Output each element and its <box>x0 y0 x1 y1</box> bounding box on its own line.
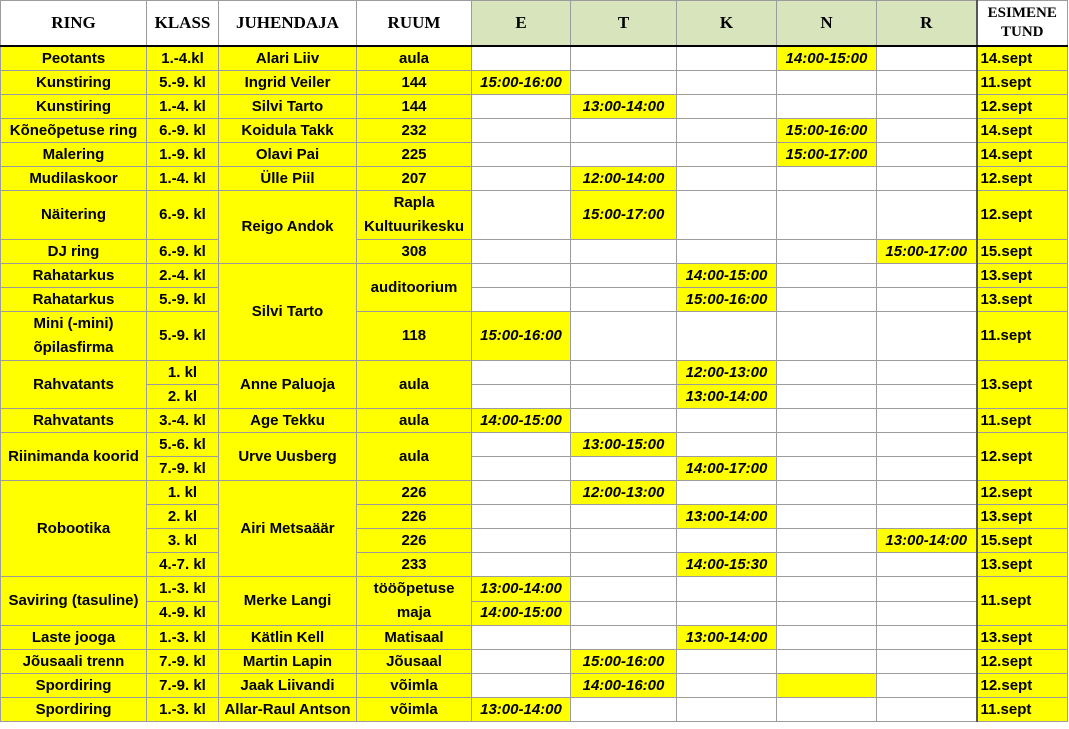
klass-cell: 1.-4. kl <box>147 95 219 119</box>
day-r-cell <box>877 481 977 505</box>
juhendaja-cell: Reigo Andok <box>219 191 357 264</box>
klass-cell: 2. kl <box>147 385 219 409</box>
table-row <box>1 409 1068 433</box>
first-lesson-cell: 12.sept <box>977 674 1068 698</box>
table-row <box>1 433 1068 457</box>
ruum-cell: 226 <box>357 529 472 553</box>
ring-cell: Riinimanda koorid <box>1 433 147 481</box>
header-ring: RING <box>1 1 147 47</box>
day-e-cell: 13:00-14:00 <box>472 698 571 722</box>
day-r-cell <box>877 577 977 602</box>
day-r-cell <box>877 601 977 626</box>
klass-cell: 7.-9. kl <box>147 457 219 481</box>
klass-cell: 1.-3. kl <box>147 626 219 650</box>
klass-cell: 5.-9. kl <box>147 288 219 312</box>
header-day-k: K <box>677 1 777 47</box>
day-r-cell <box>877 288 977 312</box>
klass-cell: 1.-9. kl <box>147 143 219 167</box>
klass-cell: 1.-3. kl <box>147 577 219 602</box>
first-lesson-cell: 12.sept <box>977 167 1068 191</box>
first-lesson-cell: 15.sept <box>977 240 1068 264</box>
day-k-cell <box>677 95 777 119</box>
day-e-cell <box>472 288 571 312</box>
juhendaja-cell: Jaak Liivandi <box>219 674 357 698</box>
day-t-cell <box>571 240 677 264</box>
day-r-cell <box>877 409 977 433</box>
day-r-cell <box>877 626 977 650</box>
day-e-cell <box>472 650 571 674</box>
juhendaja-cell: Merke Langi <box>219 577 357 626</box>
day-n-cell <box>777 312 877 361</box>
table-row <box>1 457 1068 481</box>
day-e-cell <box>472 433 571 457</box>
day-k-cell <box>677 167 777 191</box>
ruum-cell: 118 <box>357 312 472 361</box>
day-e-cell <box>472 95 571 119</box>
header-day-e: E <box>472 1 571 47</box>
ruum-cell: 144 <box>357 95 472 119</box>
day-e-cell: 15:00-16:00 <box>472 71 571 95</box>
header-klass: KLASS <box>147 1 219 47</box>
day-e-cell <box>472 505 571 529</box>
day-r-cell <box>877 457 977 481</box>
ruum-cell: aula <box>357 361 472 409</box>
klass-cell: 4.-7. kl <box>147 553 219 577</box>
juhendaja-cell: Koidula Takk <box>219 119 357 143</box>
day-k-cell <box>677 650 777 674</box>
day-e-cell <box>472 385 571 409</box>
day-r-cell <box>877 191 977 240</box>
ring-cell: Rahatarkus <box>1 288 147 312</box>
day-r-cell <box>877 433 977 457</box>
day-e-cell: 13:00-14:00 <box>472 577 571 602</box>
day-e-cell: 14:00-15:00 <box>472 409 571 433</box>
day-r-cell <box>877 119 977 143</box>
first-lesson-cell: 12.sept <box>977 191 1068 240</box>
table-row <box>1 481 1068 505</box>
day-k-cell <box>677 481 777 505</box>
ring-cell: Mudilaskoor <box>1 167 147 191</box>
ring-cell: Mini (-mini) õpilasfirma <box>1 312 147 361</box>
day-t-cell: 13:00-15:00 <box>571 433 677 457</box>
table-row <box>1 529 1068 553</box>
day-e-cell <box>472 46 571 71</box>
day-k-cell <box>677 143 777 167</box>
day-e-cell <box>472 626 571 650</box>
day-t-cell: 13:00-14:00 <box>571 95 677 119</box>
day-k-cell <box>677 46 777 71</box>
day-k-cell: 14:00-17:00 <box>677 457 777 481</box>
header-juhendaja: JUHENDAJA <box>219 1 357 47</box>
day-t-cell <box>571 553 677 577</box>
first-lesson-cell: 14.sept <box>977 46 1068 71</box>
day-n-cell <box>777 601 877 626</box>
header-day-t: T <box>571 1 677 47</box>
day-t-cell: 12:00-14:00 <box>571 167 677 191</box>
day-n-cell: 15:00-16:00 <box>777 119 877 143</box>
ruum-cell: Rapla Kultuurikesku <box>357 191 472 240</box>
day-t-cell: 14:00-16:00 <box>571 674 677 698</box>
day-r-cell <box>877 143 977 167</box>
juhendaja-cell: Olavi Pai <box>219 143 357 167</box>
day-n-cell <box>777 674 877 698</box>
day-e-cell: 14:00-15:00 <box>472 601 571 626</box>
day-r-cell <box>877 674 977 698</box>
day-k-cell <box>677 601 777 626</box>
day-r-cell <box>877 46 977 71</box>
first-lesson-cell: 13.sept <box>977 626 1068 650</box>
first-lesson-cell: 13.sept <box>977 361 1068 409</box>
day-r-cell <box>877 312 977 361</box>
juhendaja-cell: Silvi Tarto <box>219 95 357 119</box>
day-t-cell <box>571 409 677 433</box>
table-row <box>1 119 1068 143</box>
day-e-cell <box>472 167 571 191</box>
klass-cell: 6.-9. kl <box>147 191 219 240</box>
day-k-cell: 13:00-14:00 <box>677 505 777 529</box>
day-e-cell <box>472 264 571 288</box>
day-k-cell <box>677 409 777 433</box>
table-row <box>1 264 1068 288</box>
ruum-cell: Matisaal <box>357 626 472 650</box>
day-k-cell <box>677 191 777 240</box>
table-row <box>1 191 1068 240</box>
day-t-cell <box>571 457 677 481</box>
first-lesson-cell: 12.sept <box>977 481 1068 505</box>
ruum-cell: 226 <box>357 505 472 529</box>
first-lesson-cell: 11.sept <box>977 577 1068 626</box>
klass-cell: 1.-4.kl <box>147 46 219 71</box>
first-lesson-cell: 13.sept <box>977 288 1068 312</box>
table-row <box>1 577 1068 602</box>
day-t-cell <box>571 361 677 385</box>
first-lesson-cell: 12.sept <box>977 650 1068 674</box>
day-t-cell <box>571 71 677 95</box>
klass-cell: 1. kl <box>147 481 219 505</box>
day-n-cell <box>777 240 877 264</box>
klass-cell: 2.-4. kl <box>147 264 219 288</box>
day-k-cell <box>677 240 777 264</box>
day-t-cell <box>571 505 677 529</box>
day-r-cell <box>877 385 977 409</box>
ring-cell: Rahvatants <box>1 409 147 433</box>
first-lesson-cell: 13.sept <box>977 553 1068 577</box>
first-lesson-cell: 14.sept <box>977 143 1068 167</box>
klass-cell: 5.-6. kl <box>147 433 219 457</box>
table-row <box>1 601 1068 626</box>
day-n-cell <box>777 191 877 240</box>
first-lesson-cell: 13.sept <box>977 264 1068 288</box>
day-k-cell <box>677 674 777 698</box>
day-k-cell <box>677 529 777 553</box>
ruum-cell: tööõpetuse maja <box>357 577 472 626</box>
table-row <box>1 46 1068 71</box>
day-n-cell <box>777 385 877 409</box>
table-row <box>1 288 1068 312</box>
ring-cell: Jõusaali trenn <box>1 650 147 674</box>
ruum-cell: aula <box>357 46 472 71</box>
day-t-cell <box>571 264 677 288</box>
ring-cell: Näitering <box>1 191 147 240</box>
ring-cell: Spordiring <box>1 698 147 722</box>
ruum-cell: Jõusaal <box>357 650 472 674</box>
juhendaja-cell: Kätlin Kell <box>219 626 357 650</box>
klass-cell: 6.-9. kl <box>147 119 219 143</box>
klass-cell: 5.-9. kl <box>147 71 219 95</box>
day-n-cell <box>777 457 877 481</box>
day-k-cell: 14:00-15:30 <box>677 553 777 577</box>
klass-cell: 7.-9. kl <box>147 650 219 674</box>
ring-cell: Laste jooga <box>1 626 147 650</box>
ring-cell: Peotants <box>1 46 147 71</box>
day-r-cell <box>877 71 977 95</box>
first-lesson-cell: 11.sept <box>977 71 1068 95</box>
day-e-cell <box>472 240 571 264</box>
ring-cell: Robootika <box>1 481 147 577</box>
day-e-cell <box>472 457 571 481</box>
day-r-cell <box>877 361 977 385</box>
klass-cell: 6.-9. kl <box>147 240 219 264</box>
day-e-cell <box>472 529 571 553</box>
day-t-cell <box>571 698 677 722</box>
day-k-cell <box>677 433 777 457</box>
juhendaja-cell: Alari Liiv <box>219 46 357 71</box>
first-lesson-cell: 11.sept <box>977 312 1068 361</box>
ring-cell: Malering <box>1 143 147 167</box>
table-row <box>1 650 1068 674</box>
table-row <box>1 312 1068 361</box>
klass-cell: 5.-9. kl <box>147 312 219 361</box>
day-k-cell <box>677 119 777 143</box>
klass-cell: 2. kl <box>147 505 219 529</box>
day-n-cell <box>777 626 877 650</box>
juhendaja-cell: Martin Lapin <box>219 650 357 674</box>
first-lesson-cell: 11.sept <box>977 698 1068 722</box>
table-row <box>1 553 1068 577</box>
table-row <box>1 143 1068 167</box>
day-t-cell <box>571 46 677 71</box>
day-r-cell <box>877 95 977 119</box>
day-k-cell: 13:00-14:00 <box>677 385 777 409</box>
ring-cell: Saviring (tasuline) <box>1 577 147 626</box>
ring-cell: DJ ring <box>1 240 147 264</box>
first-lesson-cell: 11.sept <box>977 409 1068 433</box>
day-t-cell: 12:00-13:00 <box>571 481 677 505</box>
day-n-cell <box>777 505 877 529</box>
header-first-lesson: ESIMENE TUND <box>977 1 1068 47</box>
juhendaja-cell: Ülle Piil <box>219 167 357 191</box>
day-t-cell <box>571 312 677 361</box>
table-row <box>1 626 1068 650</box>
day-t-cell <box>571 288 677 312</box>
day-k-cell: 14:00-15:00 <box>677 264 777 288</box>
day-t-cell: 15:00-17:00 <box>571 191 677 240</box>
day-r-cell <box>877 698 977 722</box>
day-n-cell <box>777 650 877 674</box>
day-n-cell <box>777 71 877 95</box>
day-k-cell: 13:00-14:00 <box>677 626 777 650</box>
table-row <box>1 505 1068 529</box>
ruum-cell: aula <box>357 409 472 433</box>
table-row <box>1 95 1068 119</box>
day-n-cell <box>777 95 877 119</box>
day-e-cell <box>472 143 571 167</box>
klass-cell: 1.-3. kl <box>147 698 219 722</box>
day-e-cell <box>472 191 571 240</box>
first-lesson-cell: 14.sept <box>977 119 1068 143</box>
juhendaja-cell: Allar-Raul Antson <box>219 698 357 722</box>
day-r-cell <box>877 167 977 191</box>
day-n-cell <box>777 409 877 433</box>
table-row <box>1 698 1068 722</box>
day-n-cell <box>777 553 877 577</box>
juhendaja-cell: Silvi Tarto <box>219 264 357 361</box>
day-k-cell <box>677 312 777 361</box>
day-t-cell: 15:00-16:00 <box>571 650 677 674</box>
ruum-cell: 232 <box>357 119 472 143</box>
klass-cell: 1.-4. kl <box>147 167 219 191</box>
ruum-cell: võimla <box>357 674 472 698</box>
day-t-cell <box>571 143 677 167</box>
ruum-cell: aula <box>357 433 472 481</box>
day-t-cell <box>571 385 677 409</box>
ring-cell: Rahatarkus <box>1 264 147 288</box>
ruum-cell: 225 <box>357 143 472 167</box>
ruum-cell: 226 <box>357 481 472 505</box>
day-e-cell <box>472 119 571 143</box>
day-n-cell <box>777 264 877 288</box>
table-row <box>1 361 1068 385</box>
day-n-cell <box>777 577 877 602</box>
first-lesson-cell: 15.sept <box>977 529 1068 553</box>
juhendaja-cell: Urve Uusberg <box>219 433 357 481</box>
ring-cell: Kunstiring <box>1 95 147 119</box>
day-r-cell <box>877 264 977 288</box>
day-n-cell <box>777 698 877 722</box>
day-r-cell <box>877 505 977 529</box>
day-t-cell <box>571 577 677 602</box>
day-n-cell <box>777 433 877 457</box>
day-n-cell <box>777 167 877 191</box>
day-e-cell <box>472 481 571 505</box>
day-k-cell <box>677 71 777 95</box>
day-n-cell <box>777 529 877 553</box>
day-n-cell: 15:00-17:00 <box>777 143 877 167</box>
first-lesson-cell: 12.sept <box>977 433 1068 481</box>
juhendaja-cell: Ingrid Veiler <box>219 71 357 95</box>
juhendaja-cell: Airi Metsaäär <box>219 481 357 577</box>
ruum-cell: 144 <box>357 71 472 95</box>
juhendaja-cell: Age Tekku <box>219 409 357 433</box>
juhendaja-cell: Anne Paluoja <box>219 361 357 409</box>
ring-cell: Kunstiring <box>1 71 147 95</box>
day-r-cell: 15:00-17:00 <box>877 240 977 264</box>
day-r-cell <box>877 553 977 577</box>
day-e-cell: 15:00-16:00 <box>472 312 571 361</box>
klass-cell: 3. kl <box>147 529 219 553</box>
ruum-cell: võimla <box>357 698 472 722</box>
ring-cell: Spordiring <box>1 674 147 698</box>
day-k-cell: 12:00-13:00 <box>677 361 777 385</box>
table-row <box>1 71 1068 95</box>
ruum-cell: auditoorium <box>357 264 472 312</box>
day-e-cell <box>472 674 571 698</box>
table-row <box>1 385 1068 409</box>
day-r-cell: 13:00-14:00 <box>877 529 977 553</box>
ruum-cell: 207 <box>357 167 472 191</box>
day-k-cell <box>677 577 777 602</box>
day-n-cell: 14:00-15:00 <box>777 46 877 71</box>
day-t-cell <box>571 529 677 553</box>
day-e-cell <box>472 361 571 385</box>
day-t-cell <box>571 601 677 626</box>
klass-cell: 3.-4. kl <box>147 409 219 433</box>
day-e-cell <box>472 553 571 577</box>
ruum-cell: 308 <box>357 240 472 264</box>
day-n-cell <box>777 481 877 505</box>
table-row <box>1 674 1068 698</box>
header-day-r: R <box>877 1 977 47</box>
header-day-n: N <box>777 1 877 47</box>
day-r-cell <box>877 650 977 674</box>
first-lesson-cell: 13.sept <box>977 505 1068 529</box>
first-lesson-cell: 12.sept <box>977 95 1068 119</box>
ruum-cell: 233 <box>357 553 472 577</box>
header-row <box>1 1 1068 47</box>
klass-cell: 1. kl <box>147 361 219 385</box>
day-n-cell <box>777 361 877 385</box>
day-t-cell <box>571 626 677 650</box>
day-t-cell <box>571 119 677 143</box>
klass-cell: 4.-9. kl <box>147 601 219 626</box>
day-k-cell: 15:00-16:00 <box>677 288 777 312</box>
table-row <box>1 240 1068 264</box>
ring-cell: Kõneõpetuse ring <box>1 119 147 143</box>
ring-cell: Rahvatants <box>1 361 147 409</box>
day-n-cell <box>777 288 877 312</box>
day-k-cell <box>677 698 777 722</box>
header-ruum: RUUM <box>357 1 472 47</box>
table-row <box>1 167 1068 191</box>
klass-cell: 7.-9. kl <box>147 674 219 698</box>
